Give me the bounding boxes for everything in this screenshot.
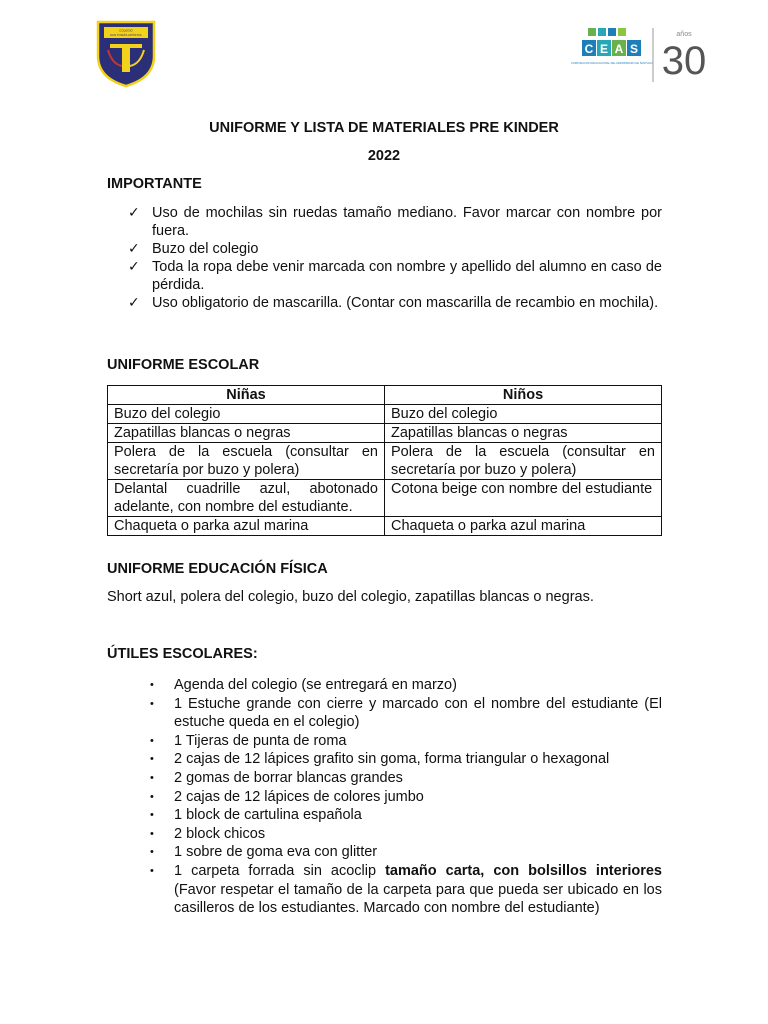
table-cell: Buzo del colegio xyxy=(108,405,385,424)
list-item xyxy=(150,732,662,751)
list-item-text: 1 block de cartulina española xyxy=(174,807,362,824)
bullet-icon: • xyxy=(150,697,154,710)
table-row xyxy=(108,424,662,443)
utiles-list xyxy=(150,676,662,918)
table-cell: Zapatillas blancas o negras xyxy=(385,424,662,443)
importante-item xyxy=(128,294,662,312)
importante-item xyxy=(128,240,662,258)
check-icon: ✓ xyxy=(128,295,140,311)
bullet-icon: • xyxy=(150,679,154,691)
list-item-text-before: 1 carpeta forrada sin acoclip xyxy=(174,862,386,879)
ceas-small-text: CORPORACIÓN EDUCACIONAL DEL ARZOBISPADO DE SANTIAGO xyxy=(570,62,654,65)
ceas-letter-c: C xyxy=(584,42,594,56)
uniforme-table xyxy=(107,385,662,536)
importante-list xyxy=(128,204,662,312)
importante-item-text: Uso de mochilas sin ruedas tamaño mediano. Favor marcar con nombre por fuera. xyxy=(152,205,662,239)
importante-item-text: Buzo del colegio xyxy=(152,241,259,257)
list-item-text-bold: tamaño carta, con bolsillos interiores xyxy=(385,862,663,879)
ceas-letter-s: S xyxy=(629,42,639,56)
column-header-ninas: Niñas xyxy=(108,386,385,405)
list-item xyxy=(150,825,662,844)
document-title: UNIFORME Y LISTA DE MATERIALES PRE KINDER xyxy=(209,120,559,136)
ceas-letter-e: E xyxy=(599,42,609,56)
list-item-text: 1 sobre de goma eva con glitter xyxy=(174,844,378,861)
list-item xyxy=(150,769,662,788)
list-item-text: 2 block chicos xyxy=(174,825,266,842)
anniversary-number: 30 xyxy=(661,39,707,83)
educacion-fisica-text: Short azul, polera del colegio, buzo del colegio, zapatillas blancas o negras. xyxy=(107,589,594,605)
utiles-escolares-heading: ÚTILES ESCOLARES: xyxy=(107,646,258,662)
ceas-letter-a: A xyxy=(614,42,624,56)
list-item xyxy=(150,750,662,769)
school-crest-logo xyxy=(96,16,156,88)
table-header-row xyxy=(108,386,662,405)
table-cell: Polera de la escuela (consultar en secretaría por buzo y polera) xyxy=(385,443,662,480)
bullet-icon: • xyxy=(150,846,154,859)
check-icon: ✓ xyxy=(128,241,140,257)
bullet-icon: • xyxy=(150,864,154,877)
importante-item-text: Toda la ropa debe venir marcada con nombre y apellido del alumno en caso de pérdida. xyxy=(152,259,662,293)
ceas-30-years-logo xyxy=(570,26,716,84)
list-item xyxy=(150,862,662,918)
list-item xyxy=(150,676,662,695)
table-cell: Polera de la escuela (consultar en secretaría por buzo y polera) xyxy=(108,443,385,480)
list-item-text: 1 Tijeras de punta de roma xyxy=(174,732,347,749)
list-item-text-after: (Favor respetar el tamaño de la carpeta para que pueda ser ubicado en los casilleros de los estudiantes. Marcado con nombre del estudiante) xyxy=(174,881,662,917)
crest-text-line-2: SAN TOMÁS APÓSTOL xyxy=(109,33,143,37)
table-row xyxy=(108,517,662,536)
bullet-icon: • xyxy=(150,809,154,822)
list-item-text: 1 Estuche grande con cierre y marcado con el nombre del estudiante (El estuche queda en el colegio) xyxy=(174,695,662,731)
table-cell: Chaqueta o parka azul marina xyxy=(108,517,385,536)
importante-item-text: Uso obligatorio de mascarilla. (Contar con mascarilla de recambio en mochila). xyxy=(152,295,659,311)
table-row xyxy=(108,443,662,480)
bullet-icon: • xyxy=(150,753,154,766)
bullet-icon: • xyxy=(150,827,154,840)
table-cell: Zapatillas blancas o negras xyxy=(108,424,385,443)
document-year: 2022 xyxy=(367,148,401,164)
column-header-ninos: Niños xyxy=(385,386,662,405)
list-item-text: 2 cajas de 12 lápices de colores jumbo xyxy=(174,788,424,805)
table-row xyxy=(108,480,662,517)
educacion-fisica-heading: UNIFORME EDUCACIÓN FÍSICA xyxy=(107,561,328,577)
list-item xyxy=(150,695,662,732)
importante-heading: IMPORTANTE xyxy=(107,176,202,192)
table-cell: Delantal cuadrille azul, abotonado adelante, con nombre del estudiante. xyxy=(108,480,385,517)
bullet-icon: • xyxy=(150,790,154,803)
list-item-text: 2 cajas de 12 lápices grafito sin goma, forma triangular o hexagonal xyxy=(174,751,610,768)
table-cell: Chaqueta o parka azul marina xyxy=(385,517,662,536)
crest-text-line-1: COLEGIO xyxy=(119,28,133,33)
list-item xyxy=(150,788,662,807)
anniversary-label: años xyxy=(676,31,692,38)
list-item xyxy=(150,806,662,825)
list-item-text: Agenda del colegio (se entregará en marzo) xyxy=(174,677,457,693)
table-row xyxy=(108,405,662,424)
list-item xyxy=(150,843,662,862)
bullet-icon: • xyxy=(150,734,154,747)
table-cell: Cotona beige con nombre del estudiante xyxy=(385,480,662,517)
importante-item xyxy=(128,204,662,240)
check-icon: ✓ xyxy=(128,205,140,221)
uniforme-escolar-heading: UNIFORME ESCOLAR xyxy=(107,357,260,373)
list-item-text: 2 gomas de borrar blancas grandes xyxy=(174,769,403,786)
bullet-icon: • xyxy=(150,771,154,784)
importante-item xyxy=(128,258,662,294)
table-cell: Buzo del colegio xyxy=(385,405,662,424)
check-icon: ✓ xyxy=(128,259,140,275)
